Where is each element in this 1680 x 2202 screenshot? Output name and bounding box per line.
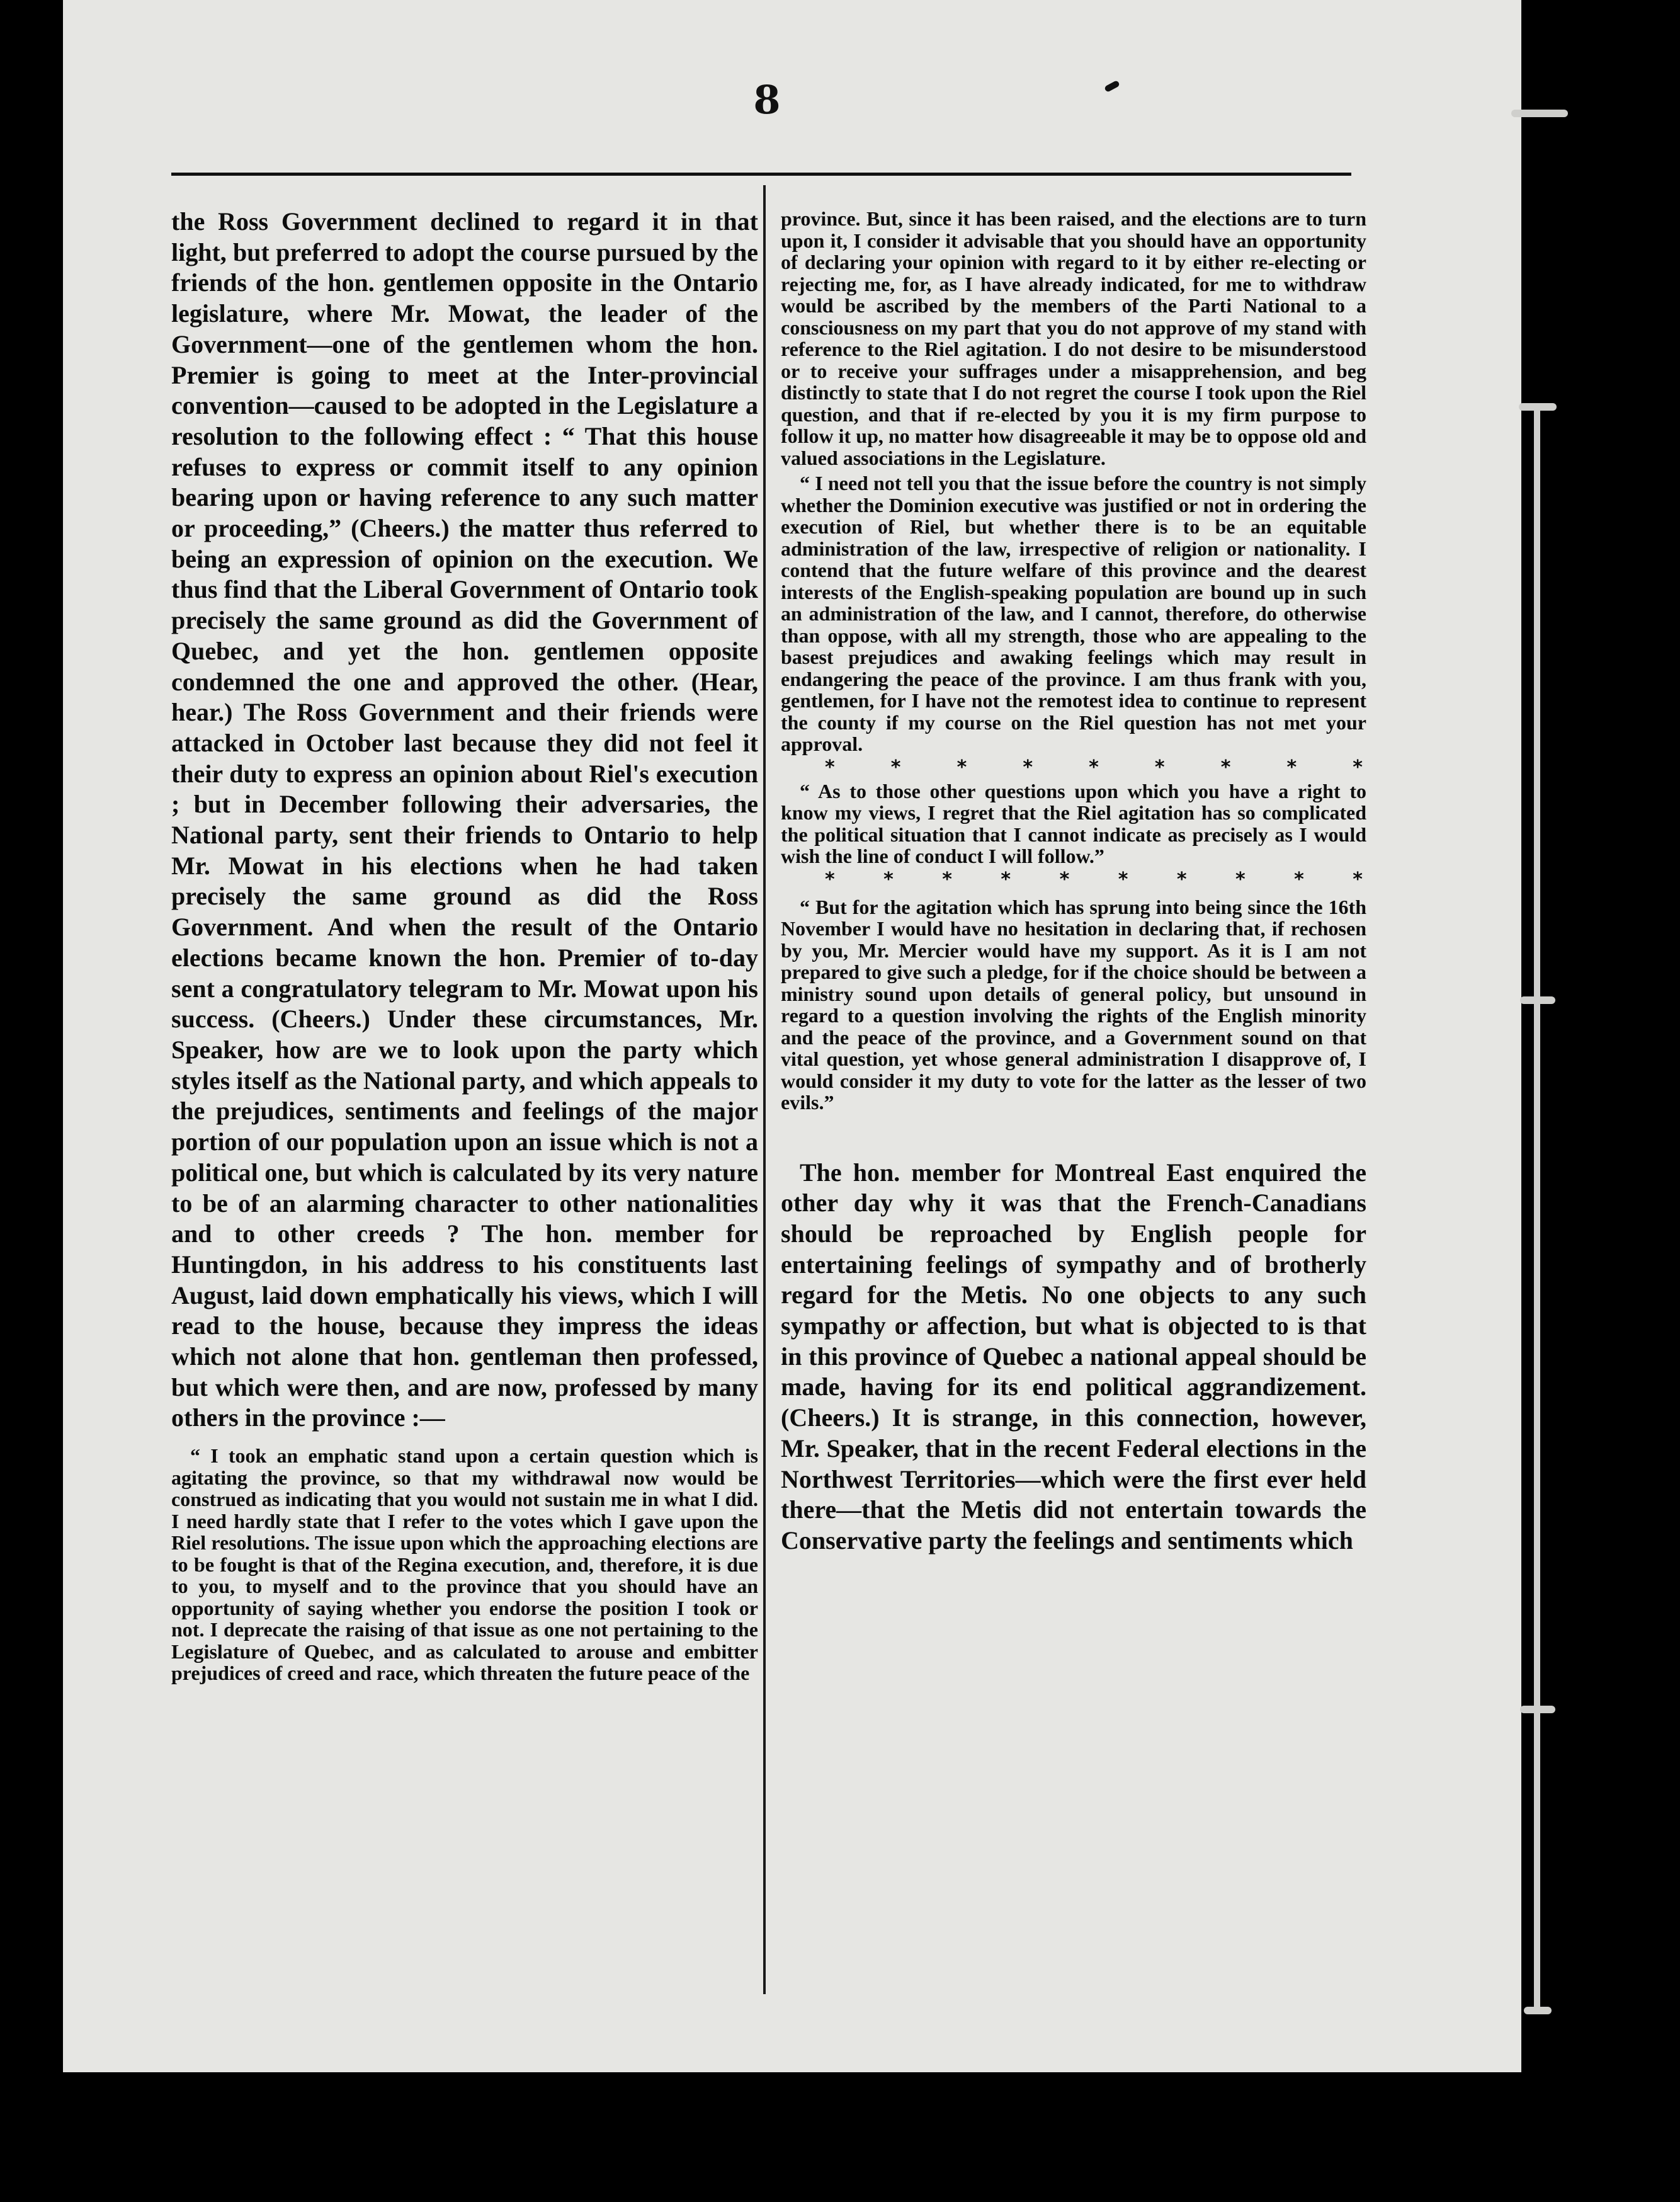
right-quote-paragraph-4: “ But for the agitation which has sprung into being since the 16th November I would have no hesitation in declaring that, if rechosen by you, Mr. Mercier would have my support. As it is I am not prepared to give such a pledge, for if the choice should be between a ministry sound upon details of general policy, but unsound in regard to a question involving the rights of the English minority and the peace of the province, and a Government sound on that vital question, yet whose general administration I disapprove of, I would consider it my duty to vote for the latter as the lesser of two evils.” xyxy=(781,895,1366,1114)
page-number: 8 xyxy=(753,77,781,123)
star: * xyxy=(825,756,835,779)
star: * xyxy=(1001,868,1011,891)
left-quote-paragraph: “ I took an emphatic stand upon a certain question which is agitating the province, so that my withdrawal now would be construed as indicating that you would not sustain me in what I did. I need hardly state that I refer to the votes which I gave upon the Riel resolutions. The issue upon which the approaching elections are to be fought is that of the Regina execution, and, therefore, it is due to you, to myself and to the province that you should have an opportunity of saying whether you endorse the position I took or not. I deprecate the raising of that issue as one not pertaining to the Legislature of Quebec, and as calculated to arouse and embitter prejudices of creed and race, which threaten the future peace of the xyxy=(171,1444,758,1684)
header-rule xyxy=(171,173,1351,176)
star: * xyxy=(1089,756,1099,779)
ellipsis-stars-2 xyxy=(781,867,1366,893)
star: * xyxy=(1118,868,1128,891)
right-quote-paragraph-2: “ I need not tell you that the issue before the country is not simply whether the Dominion executive was justified or not in ordering the execution of Riel, but whether there is to be an equitable administration of the law, irrespective of religion or nationality. I contend that the future welfare of this province and the dearest interests of the English-speaking population are bound up in such an administration of the law, and I cannot, therefore, do otherwise than oppose, with all my strength, those who are appealing to the basest prejudices and awaking feelings which may result in endangering the peace of the province. I am thus frank with you, gentlemen, for I have not the remotest idea to continue to represent the county if my course on the Riel question has not met your approval. xyxy=(781,472,1366,755)
star: * xyxy=(1353,756,1363,779)
right-quote-paragraph-3: “ As to those other questions upon which you have a right to know my views, I regret that the Riel agitation has so complicated the political situation that I cannot indicate as precisely as I would wish the line of conduct I will follow.” xyxy=(781,779,1366,867)
binding-pin-lower xyxy=(1520,1706,1555,1713)
star: * xyxy=(1059,868,1070,891)
star: * xyxy=(1286,756,1297,779)
binding-pin-upper xyxy=(1519,403,1557,411)
star: * xyxy=(883,868,894,891)
binding-pin-top xyxy=(1511,110,1568,117)
left-column xyxy=(171,207,758,1684)
star: * xyxy=(1154,756,1165,779)
star: * xyxy=(1294,868,1304,891)
column-divider xyxy=(763,185,766,1994)
ellipsis-stars-1 xyxy=(781,755,1366,780)
star: * xyxy=(1235,868,1246,891)
right-quote-paragraph-1: province. But, since it has been raised, and the elections are to turn upon it, I consider it advisable that you should have an opportunity of declaring your opinion with regard to it by either re-electing or rejecting me, for, as I have already indicated, for me to withdraw would be ascribed by the members of the Parti National to a consciousness on my part that you do not approve of my stand with reference to the Riel agitation. I do not desire to be misunderstood or to receive your suffrages under a misapprehension, and beg distinctly to state that I do not regret the course I took upon the Riel question, and that if re-elected by you it is my firm purpose to follow it up, no matter how disagreeable it may be to oppose old and valued associations in the Legislature. xyxy=(781,208,1366,469)
star: * xyxy=(1023,756,1033,779)
left-paragraph-1: the Ross Government declined to regard it in that light, but preferred to adopt the course pursued by the friends of the hon. gentlemen opposite in the Ontario legislature, where Mr. Mowat, the leader of the Government—one of the gentlemen whom the hon. Premier is going to meet at the Inter-provincial convention—caused to be adopted in the Legislature a resolution to the following effect : “ That this house refuses to express or commit itself to any opinion bearing upon or having reference to any such matter or proceeding,” (Cheers.) the matter thus referred to being an expression of opinion on the execution. We thus find that the Liberal Government of Ontario took precisely the same ground as did the Government of Quebec, and yet the hon. gentlemen opposite condemned the one and approved the other. (Hear, hear.) The Ross Government and their friends were attacked in October last because they did not feel it their duty to express an opinion about Riel's execution ; but in December following their adversaries, the National party, sent their friends to Ontario to help Mr. Mowat in his elections when he had taken precisely the same ground as did the Ross Government. And when the result of the Ontario elections became known the hon. Premier of to-day sent a congratulatory telegram to Mr. Mowat upon his success. (Cheers.) Under these circumstances, Mr. Speaker, how are we to look upon the party which styles itself as the National party, and which appeals to the prejudices, sentiments and feelings of the major portion of our population upon an issue which is not a political one, but which is calculated by its very nature to be of an alarming character to other nationalities and to other creeds ? The hon. member for Huntingdon, in his address to his constituents last August, laid down emphatically his views, which I will read to the house, because they impress the ideas which not alone that hon. gentleman then professed, but which were then, and are now, professed by many others in the province :— xyxy=(171,207,758,1432)
star: * xyxy=(942,868,952,891)
binding-thread xyxy=(1534,403,1540,2009)
star: * xyxy=(956,756,967,779)
star: * xyxy=(1220,756,1231,779)
binding-pin-bottom xyxy=(1524,2007,1552,2014)
right-paragraph-5: The hon. member for Montreal East enquired the other day why it was that the French-Canadians should be reproached by English people for entertaining feelings of sympathy and of brotherly regard for the Metis. No one objects to any such sympathy or affection, but what is objected to is that in this province of Quebec a national appeal should be made, having for its end political aggrandizement. (Cheers.) It is strange, in this connection, however, Mr. Speaker, that in the recent Federal elections in the Northwest Territories—which were the first ever held there—that the Metis did not entertain towards the Conservative party the feelings and sentiments which xyxy=(781,1158,1366,1555)
star: * xyxy=(825,868,835,891)
star: * xyxy=(890,756,901,779)
star: * xyxy=(1353,868,1363,891)
binding-pin-middle xyxy=(1520,996,1555,1004)
star: * xyxy=(1176,868,1187,891)
right-column xyxy=(781,208,1366,1556)
